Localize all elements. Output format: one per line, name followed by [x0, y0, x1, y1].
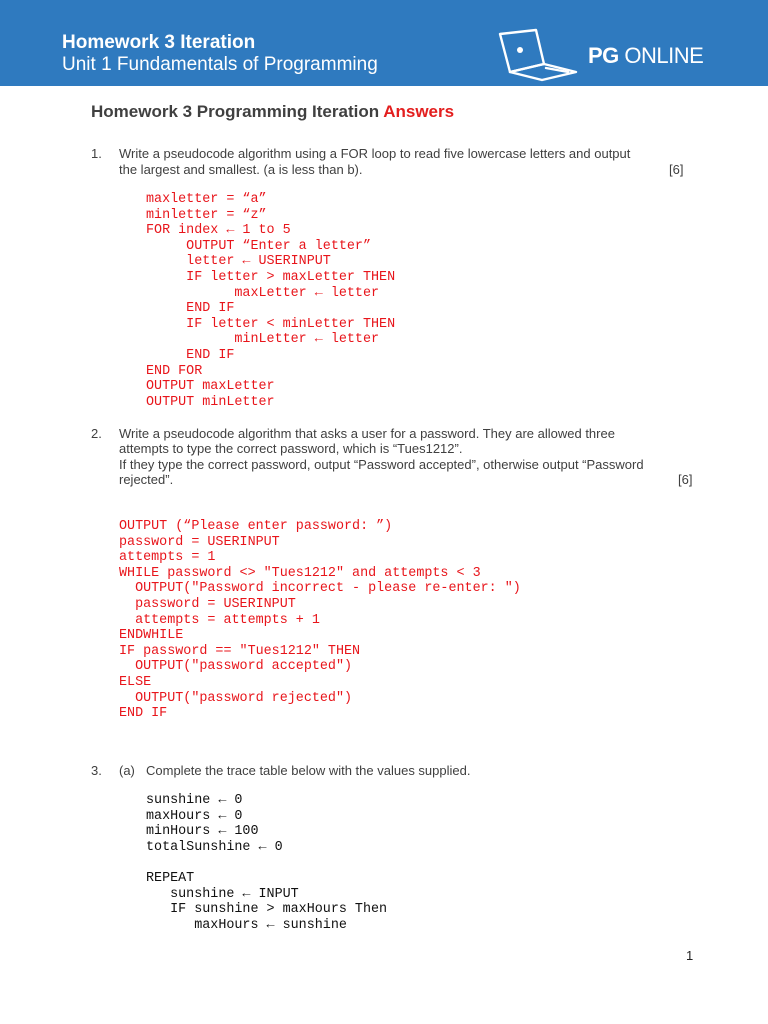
question-2-answer-code: OUTPUT (“Please enter password: ”) password = USERINPUT attempts = 1 WHILE password <> "Tues1212" and attempts < 3 OUTPUT("Password incorrect - please re-enter: ") password = USERINPUT attempts = attempts + 1 ENDWHILE IF password == "Tues1212" THEN OUTPUT("password accepted") ELSE OUTPUT("password rejected") END IF [119, 519, 521, 722]
question-2-line-3: If they type the correct password, output “Password accepted”, otherwise output “Password [119, 457, 644, 472]
question-2-marks: [6] [678, 472, 693, 487]
question-3-part-label: (a) [119, 763, 135, 778]
document-title [91, 102, 454, 122]
question-3-number: 3. [91, 763, 102, 778]
question-3-text: Complete the trace table below with the values supplied. [146, 763, 471, 778]
question-1-line-1: Write a pseudocode algorithm using a FOR loop to read five lowercase letters and output [119, 146, 631, 161]
logo-text-bold: PG [588, 43, 619, 68]
document-title-text: Homework 3 Programming Iteration [91, 102, 380, 121]
question-1-number: 1. [91, 146, 102, 161]
header-subtitle: Unit 1 Fundamentals of Programming [62, 54, 378, 75]
logo-text-rest: ONLINE [618, 43, 704, 68]
page-number: 1 [686, 948, 694, 963]
question-1-marks: [6] [669, 162, 684, 177]
logo-text [588, 43, 703, 69]
question-3-code: sunshine ← 0 maxHours ← 0 minHours ← 100 totalSunshine ← 0 REPEAT sunshine ← INPUT IF sunshine > maxHours Then maxHours ← sunshine [146, 793, 388, 933]
question-2-line-2: attempts to type the correct password, which is “Tues1212”. [119, 441, 463, 456]
answers-label: Answers [383, 102, 455, 121]
question-1-line-2: the largest and smallest. (a is less than b). [119, 162, 363, 177]
header-title: Homework 3 Iteration [62, 32, 256, 53]
pg-online-logo [496, 28, 726, 82]
header-banner [0, 0, 768, 86]
question-2-number: 2. [91, 426, 102, 441]
laptop-icon [496, 28, 580, 82]
question-2-line-1: Write a pseudocode algorithm that asks a user for a password. They are allowed three [119, 426, 615, 441]
question-2-line-4: rejected”. [119, 472, 174, 487]
question-1-answer-code: maxletter = “a” minletter = “z” FOR index ← 1 to 5 OUTPUT “Enter a letter” letter ← USERINPUT IF letter > maxLetter THEN maxLetter ← letter END IF IF letter < minLetter THEN minLetter ← letter END IF END FOR OUTPUT maxLetter OUTPUT minLetter [146, 192, 396, 410]
